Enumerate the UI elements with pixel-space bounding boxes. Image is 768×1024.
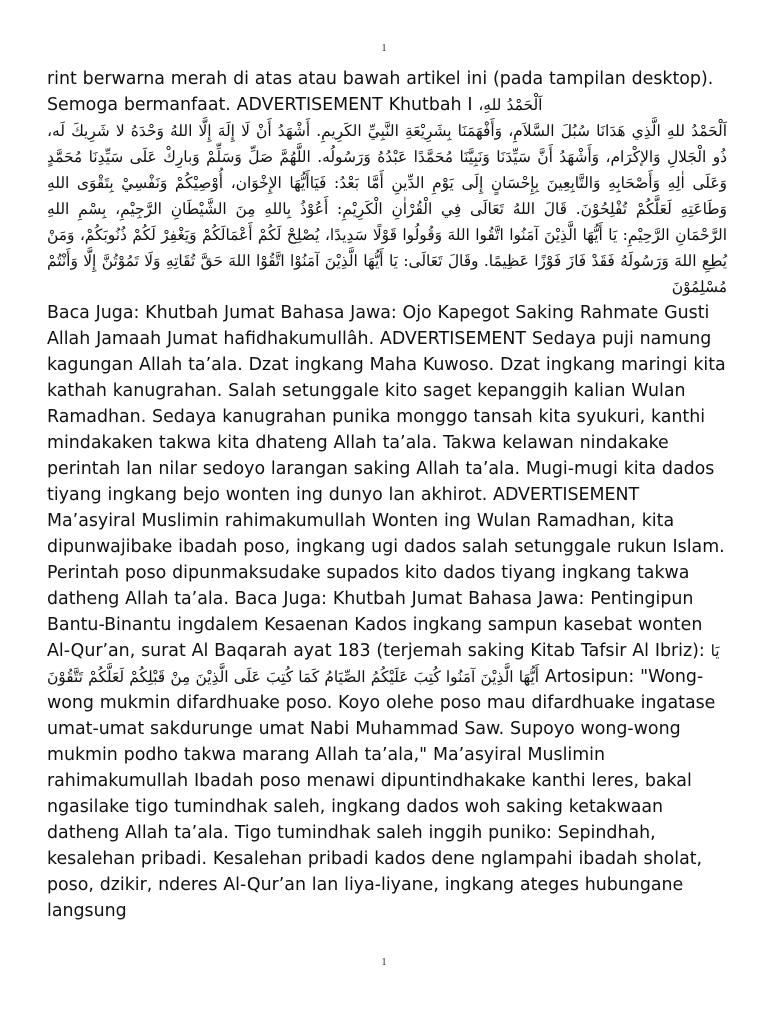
arabic-hamdalah: اَلْحَمْدُ للهِ،	[478, 96, 543, 114]
page-number-bottom: 1	[381, 957, 387, 968]
arabic-khutbah-opening: اَلْحَمْدُ للهِ الَّذِي هَدَانَا سُبُلَ السَّلاَمِ، وَأَفْهَمَنَا بِشَرِيْعَةِ النَّبِيِّ الكَرِيمِ. أَشْهَدُ أَنْ لَا إِلَهَ إِلَّا اللهُ وَحْدَهُ لا شَرِيكَ لَه، ذُو الْجَلالِ وَالإكْرَام، وَأَشْهَدُ أَنَّ سَيِّدَنَا وَنَبِيَّنَا مُحَمَّدًا عَبْدُهُ وَرَسُولُه. اللَّهُمَّ صَلِّ وَسَلِّمْ وَبارِكْ عَلَى سَيِّدِنَا مُحَمَّدٍ وَعَلَى اٰلِهِ وَأَصْحَابِهِ وَالتَّابِعِينَ بِإِحْسَانٍ إِلَى يَوْمِ الدِّينِ أَمَّا بَعْدُ: فَيَاأَيُّهَا الإِخْوَان، أُوْصِيْكُمْ وَنَفْسِيْ بِتَقْوَى اللهِ وَطَاعَتِهِ لَعَلَّكُمْ تُفْلِحُوْنَ. قَالَ اللهُ تَعَالَى فِي الْقُرْاٰنِ الْكَرِيْمِ: أَعُوْذُ بِاللهِ مِنَ الشَّيْطَانِ الرَّجِيْمِ، بِسْمِ اللهِ الرَّحْمَانِ الرَّحِيْمِ: يَا أَيُّهَا الَّذِيْنَ آمَنُوا اتَّقُوا اللهَ وَقُولُوا قَوْلًا سَدِيدًا، يُصْلِحْ لَكُمْ أَعْمَالَكُمْ وَيَغْفِرْ لَكُمْ ذُنُوبَكُمْ، وَمَنْ يُطِعِ اللهَ وَرَسُولَهُ فَقَدْ فَازَ فَوْزًا عَظِيمًا. وقَالَ تَعَالَى: يَا أَيُّهَا الَّذِيْنَ آمَنُوْا اتَّقُوْا اللهَ حَقَّ تُقَاتِهِ وَلَا تَمُوْتُنَّ إِلَّا وَأَنْتُمْ مُسْلِمُوْنَ	[47, 122, 727, 296]
document-body	[47, 66, 727, 924]
khutbah-continuation-text: Artosipun: "Wong-wong mukmin difardhuake poso. Koyo olehe poso mau difardhuake ingatase umat-umat sakdurunge umat Nabi Muhammad Saw. Supoyo wong-wong mukmin podho takwa marang Allah ta’ala," Ma’asyiral Muslimin rahimakumullah Ibadah poso menawi dipuntindhakake kanthi leres, bakal ngasilake tigo tumindhak saleh, ingkang dados woh saking ketakwaan datheng Allah ta’ala. Tigo tumindhak saleh inggih puniko: Sepindhah, kesalehan pribadi. Kesalehan pribadi kados dene nglampahi ibadah sholat, poso, dzikir, nderes Al-Qur’an lan liya-liyane, ingkang ateges hubungane langsung	[47, 667, 716, 921]
arabic-quran-verse: يَا أَيُّهَا الَّذِيْنَ آمَنُوا كُتِبَ عَلَيْكُمُ الصِّيَامُ كَمَا كُتِبَ عَلَى الَّذِيْنَ مِنْ قَبْلِكُمْ لَعَلَّكُمْ تَتَّقُوْنَ	[47, 642, 720, 686]
intro-text: rint berwarna merah di atas atau bawah artikel ini (pada tampilan desktop). Semoga bermanfaat. ADVERTISEMENT Khutbah I	[47, 69, 714, 115]
khutbah-body-text: Baca Juga: Khutbah Jumat Bahasa Jawa: Ojo Kapegot Saking Rahmate Gusti Allah Jamaah Jumat hafidhakumullâh. ADVERTISEMENT Sedaya puji namung kagungan Allah ta’ala. Dzat ingkang Maha Kuwoso. Dzat ingkang maringi kita kathah kanugrahan. Salah setunggale kito saget kepanggih kalian Wulan Ramadhan. Sedaya kanugrahan punika monggo tansah kita syukuri, kanthi mindakaken takwa kita dhateng Allah ta’ala. Takwa kelawan nindakake perintah lan nilar sedoyo larangan saking Allah ta’ala. Mugi-mugi kita dados tiyang ingkang bejo wonten ing dunyo lan akhirot. ADVERTISEMENT Ma’asyiral Muslimin rahimakumullah Wonten ing Wulan Ramadhan, kita dipunwajibake ibadah poso, ingkang ugi dados salah setunggale rukun Islam. Perintah poso dipunmaksudake supados kito dados tiyang ingkang takwa datheng Allah ta’ala. Baca Juga: Khutbah Jumat Bahasa Jawa: Pentingipun Bantu-Binantu ingdalem Kesaenan Kados ingkang sampun kasebat wonten Al-Qur’an, surat Al Baqarah ayat 183 (terjemah saking Kitab Tafsir Al Ibriz):	[47, 303, 726, 661]
page-number-top: 1	[381, 43, 387, 54]
